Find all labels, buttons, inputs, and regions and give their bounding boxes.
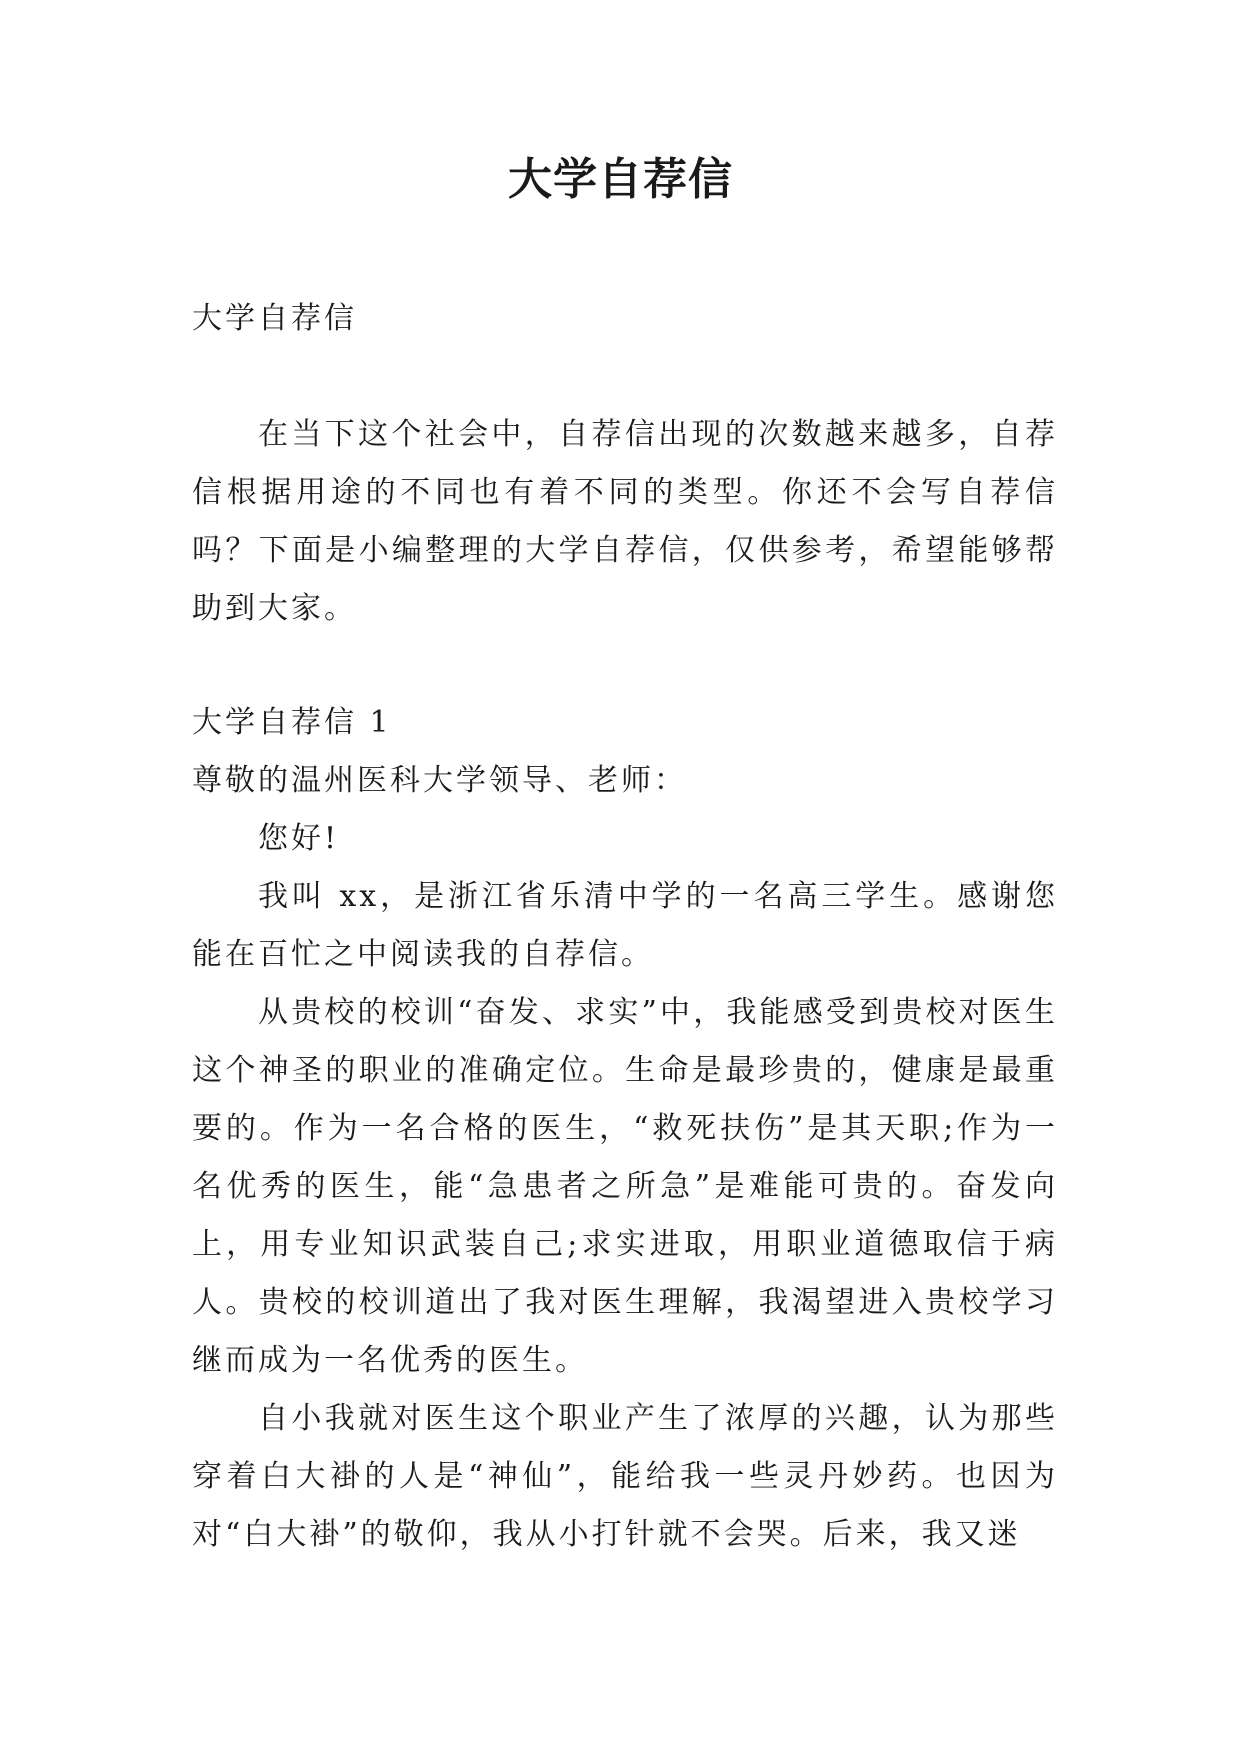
body-paragraph: 从贵校的校训“奋发、求实”中，我能感受到贵校对医生这个神圣的职业的准确定位。生命是最珍贵的，健康是最重要的。作为一名合格的医生，“救死扶伤”是其天职;作为一名优秀的医生，能“急患者之所急”是难能可贵的。奋发向上，用专业知识武装自己;求实进取，用职业道德取信于病人。贵校的校训道出了我对医生理解，我渴望进入贵校学习继而成为一名优秀的医生。 bbox=[192, 995, 1058, 1378]
body-paragraph: 我叫 xx，是浙江省乐清中学的一名高三学生。感谢您能在百忙之中阅读我的自荐信。 bbox=[192, 879, 1058, 972]
body-paragraph: 自小我就对医生这个职业产生了浓厚的兴趣，认为那些穿着白大褂的人是“神仙”，能给我一些灵丹妙药。也因为对“白大褂”的敬仰，我从小打针就不会哭。后来，我又迷 bbox=[192, 1401, 1058, 1552]
section-heading: 大学自荐信 1 bbox=[192, 705, 392, 740]
intro-paragraph: 在当下这个社会中，自荐信出现的次数越来越多，自荐信根据用途的不同也有着不同的类型。你还不会写自荐信吗？下面是小编整理的大学自荐信，仅供参考，希望能够帮助到大家。 bbox=[192, 417, 1058, 626]
greeting: 您好! bbox=[258, 821, 340, 856]
document-body bbox=[192, 290, 1058, 1564]
document-title: 大学自荐信 bbox=[508, 154, 733, 205]
document-subtitle: 大学自荐信 bbox=[192, 301, 357, 336]
salutation: 尊敬的温州医科大学领导、老师： bbox=[192, 763, 687, 798]
